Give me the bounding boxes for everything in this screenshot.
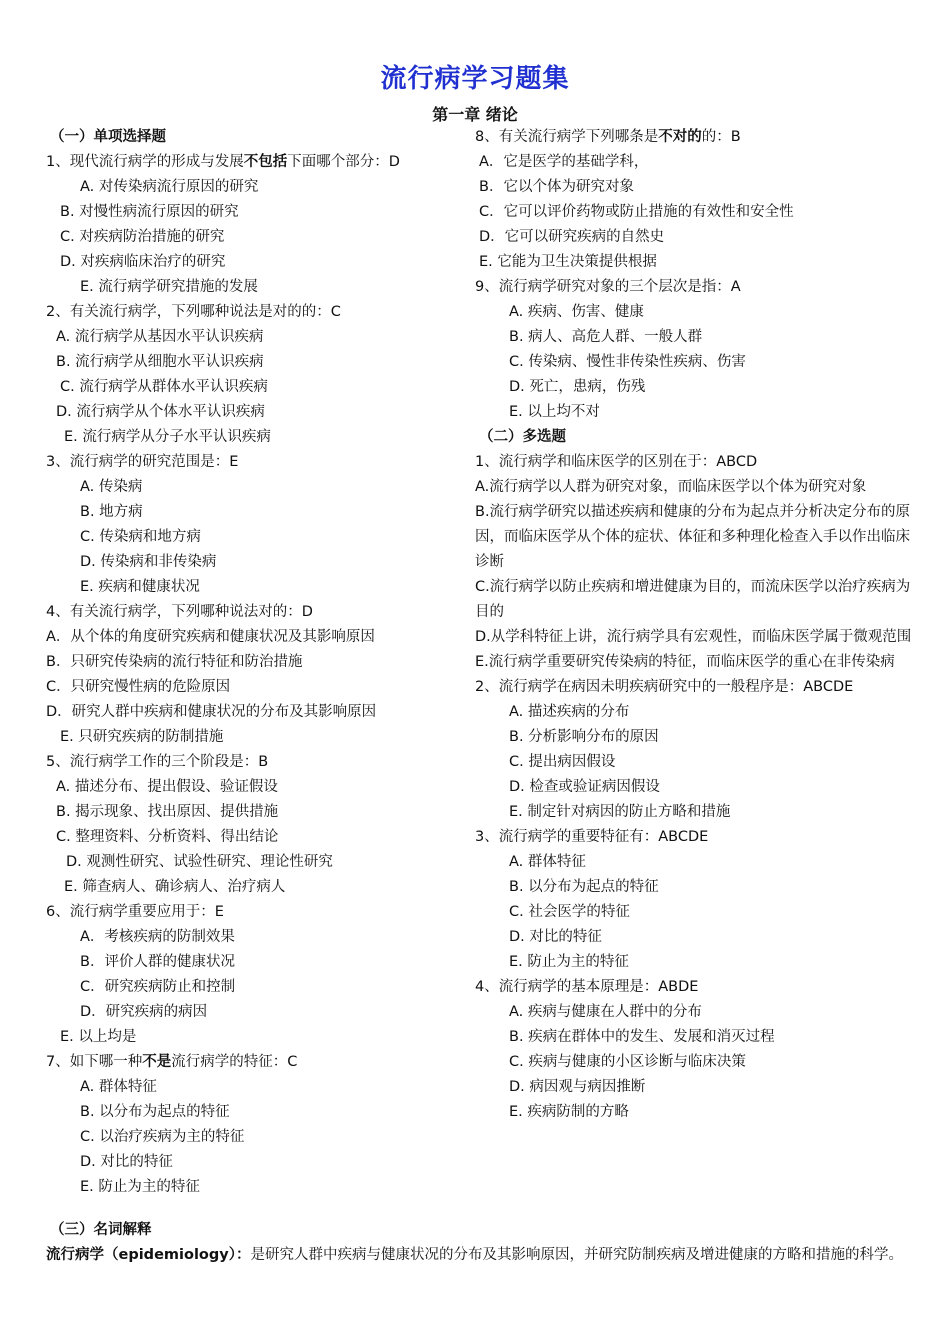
section-heading: （三）名词解释 [50,1222,152,1238]
option: D．它可以研究疾病的自然史 [479,229,665,245]
option: B.流行病学研究以描述疾病和健康的分布为起点并分析决定分布的原因，而临床医学从个体的症状、体征和多种理化检查入手以作出临床诊断 [475,504,911,570]
option: B．评价人群的健康状况 [80,954,235,970]
option: C. 传染病、慢性非传染性疾病、伤害 [509,354,746,370]
option: A. 对传染病流行原因的研究 [80,179,259,195]
option: C. 传染病和地方病 [80,529,201,545]
option: B. 疾病在群体中的发生、发展和消灭过程 [509,1029,775,1045]
question-stem: 3、流行病学的重要特征有：ABCDE [475,829,709,845]
option: D. 死亡，患病，伤残 [509,379,646,395]
question-stem: 9、流行病学研究对象的三个层次是指：A [475,279,741,295]
question-stem: 6、流行病学重要应用于：E [46,904,224,920]
option: D. 对疾病临床治疗的研究 [60,254,226,270]
option: E. 制定针对病因的防止方略和措施 [509,804,731,820]
option: E. 它能为卫生决策提供根据 [479,254,657,270]
option: B. 分析影响分布的原因 [509,729,659,745]
option: C. 流行病学从群体水平认识疾病 [60,379,268,395]
option: A. 流行病学从基因水平认识疾病 [56,329,264,345]
option: B. 病人、高危人群、一般人群 [509,329,703,345]
option: D. 对比的特征 [509,929,602,945]
option: D. 传染病和非传染病 [80,554,217,570]
option: B. 流行病学从细胞水平认识疾病 [56,354,264,370]
option: A. 疾病与健康在人群中的分布 [509,1004,702,1020]
option: C. 社会医学的特征 [509,904,630,920]
chapter-heading: 第一章 绪论 [432,105,518,124]
option: E. 筛查病人、确诊病人、治疗病人 [64,879,286,895]
question-stem: 5、流行病学工作的三个阶段是：B [46,754,269,770]
option: D. 流行病学从个体水平认识疾病 [56,404,265,420]
right-column [475,125,915,1125]
option: D．研究人群中疾病和健康状况的分布及其影响原因 [46,704,377,720]
option: D. 病因观与病因推断 [509,1079,646,1095]
option: A．它是医学的基础学科， [479,154,649,170]
option: E. 防止为主的特征 [80,1179,200,1195]
option: C.流行病学以防止疾病和增进健康为目的，而流床医学以治疗疾病为目的 [475,579,911,620]
question-stem: 2、有关流行病学，下列哪种说法是对的的：C [46,304,341,320]
page-title: 流行病学习题集 [380,64,570,94]
option: C．它可以评价药物或防止措施的有效性和安全性 [479,204,794,220]
option: E.流行病学重要研究传染病的特征，而临床医学的重心在非传染病 [475,654,895,670]
definition: 是研究人群中疾病与健康状况的分布及其影响原因，并研究防制疾病及增进健康的方略和措施的科学。 [250,1247,903,1263]
option: E. 疾病防制的方略 [509,1104,629,1120]
option: C. 以治疗疾病为主的特征 [80,1129,245,1145]
option: C．研究疾病防止和控制 [80,979,236,995]
definition-paragraph [46,1243,910,1268]
option: C. 整理资料、分析资料、得出结论 [56,829,279,845]
question-stem: 2、流行病学在病因未明疾病研究中的一般程序是：ABCDE [475,679,854,695]
option: A．考核疾病的防制效果 [80,929,235,945]
option: E. 防止为主的特征 [509,954,629,970]
option: B. 地方病 [80,504,143,520]
option: E. 流行病学从分子水平认识疾病 [64,429,271,445]
question-stem: 8、有关流行病学下列哪条是不对的的：B [475,129,741,145]
option: A. 疾病、伤害、健康 [509,304,644,320]
option: E. 以上均不对 [509,404,600,420]
option: E. 疾病和健康状况 [80,579,200,595]
option: C. 提出病因假设 [509,754,616,770]
question-stem: 1、流行病学和临床医学的区别在于：ABCD [475,454,758,470]
option: A. 描述疾病的分布 [509,704,630,720]
question-stem: 4、流行病学的基本原理是：ABDE [475,979,699,995]
option: A. 描述分布、提出假设、验证假设 [56,779,278,795]
option: A．从个体的角度研究疾病和健康状况及其影响原因 [46,629,375,645]
section-heading: （二）多选题 [479,429,566,445]
option: E. 只研究疾病的防制措施 [60,729,224,745]
option: B. 以分布为起点的特征 [509,879,659,895]
term: 流行病学（epidemiology）： [46,1247,251,1263]
option: B．只研究传染病的流行特征和防治措施 [46,654,303,670]
option: B. 对慢性病流行原因的研究 [60,204,239,220]
option: A. 群体特征 [509,854,586,870]
option: E. 流行病学研究措施的发展 [80,279,258,295]
question-stem: 1、现代流行病学的形成与发展不包括下面哪个部分：D [46,154,400,170]
option: D．研究疾病的病因 [80,1004,208,1020]
option: B. 以分布为起点的特征 [80,1104,230,1120]
section-heading: （一）单项选择题 [50,129,166,145]
left-column [46,125,486,1200]
question-stem: 4、有关流行病学，下列哪种说法对的：D [46,604,313,620]
option: D. 观测性研究、试验性研究、理论性研究 [66,854,333,870]
question-stem: 7、如下哪一种不是流行病学的特征：C [46,1054,298,1070]
option: C. 对疾病防治措施的研究 [60,229,225,245]
option: D.从学科特征上讲，流行病学具有宏观性，而临床医学属于微观范围 [475,629,912,645]
glossary-section [46,1218,910,1268]
option: A. 群体特征 [80,1079,157,1095]
option: E. 以上均是 [60,1029,137,1045]
option: D. 检查或验证病因假设 [509,779,660,795]
option: A.流行病学以人群为研究对象，而临床医学以个体为研究对象 [475,479,867,495]
option: C．只研究慢性病的危险原因 [46,679,231,695]
option: C. 疾病与健康的小区诊断与临床决策 [509,1054,746,1070]
option: D. 对比的特征 [80,1154,173,1170]
option: B. 揭示现象、找出原因、提供措施 [56,804,279,820]
option: A. 传染病 [80,479,143,495]
question-stem: 3、流行病学的研究范围是：E [46,454,239,470]
option: B．它以个体为研究对象 [479,179,634,195]
